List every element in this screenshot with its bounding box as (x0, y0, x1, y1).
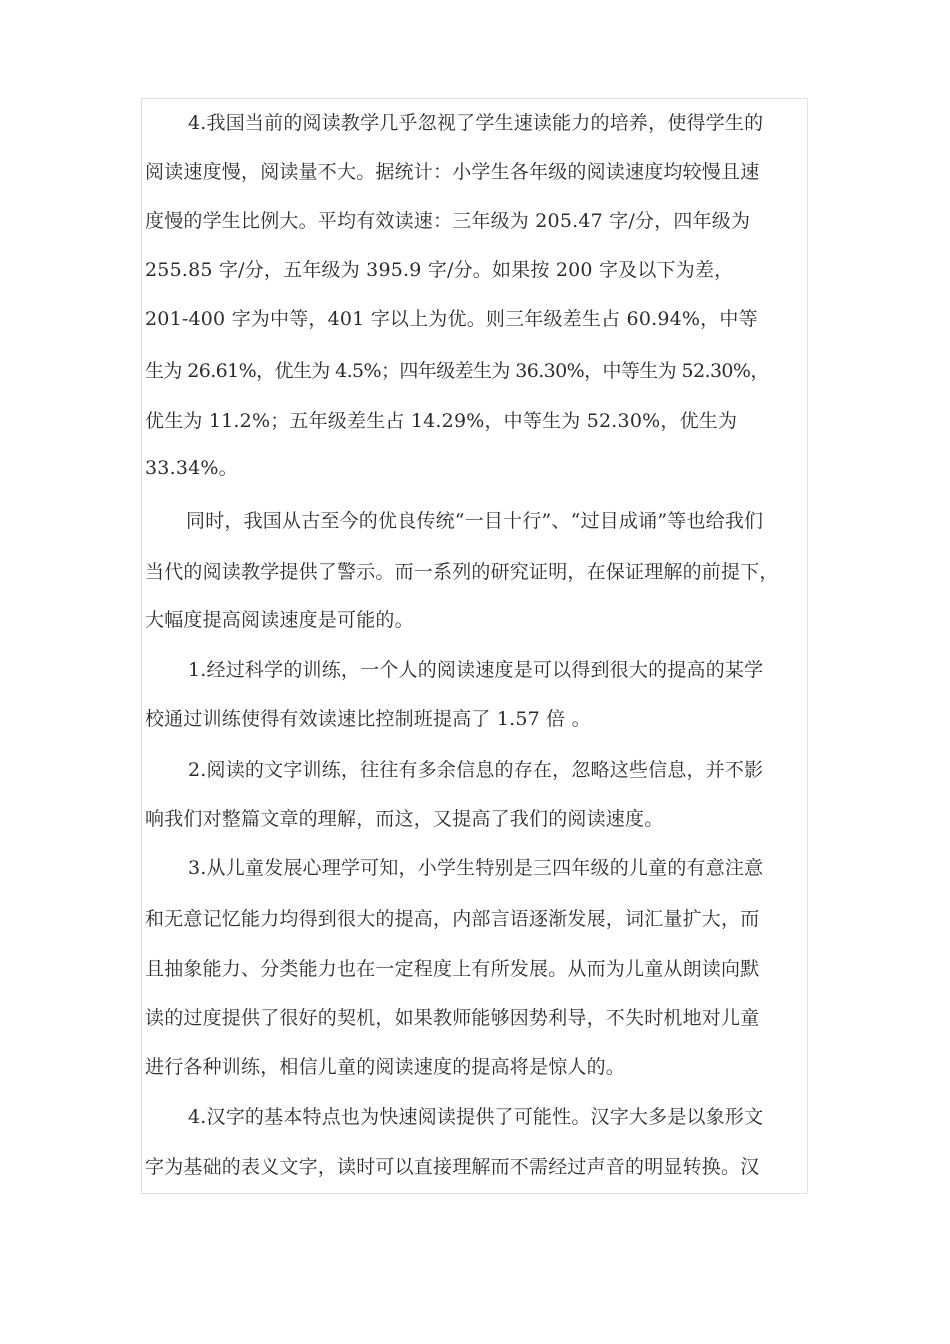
text-line: 2.阅读的文字训练，往往有多余信息的存在，忽略这些信息，并不影 (188, 759, 764, 781)
text-line: 201-400 字为中等，401 字以上为优。则三年级差生占 60.94%，中等 (145, 308, 758, 330)
text-line: 4.我国当前的阅读教学几乎忽视了学生速读能力的培养，使得学生的 (188, 112, 764, 134)
text-line: 字为基础的表义文字，读时可以直接理解而不需经过声音的明显转换。汉 (145, 1156, 760, 1178)
text-line: 生为 26.61%，优生为 4.5%；四年级差生为 36.30%，中等生为 52.30%， (145, 360, 769, 382)
text-line: 4.汉字的基本特点也为快速阅读提供了可能性。汉字大多是以象形文 (188, 1106, 764, 1128)
text-line: 大幅度提高阅读速度是可能的。 (145, 609, 414, 631)
text-line: 1.经过科学的训练，一个人的阅读速度是可以得到很大的提高的某学 (188, 659, 764, 681)
text-line: 33.34%。 (145, 457, 238, 479)
text-line: 255.85 字/分，五年级为 395.9 字/分。如果按 200 字及以下为差， (145, 259, 734, 281)
text-line: 进行各种训练，相信儿童的阅读速度的提高将是惊人的。 (145, 1056, 626, 1078)
text-line: 阅读速度慢，阅读量不大。据统计：小学生各年级的阅读速度均较慢且速 (145, 161, 760, 183)
text-line: 读的过度提供了很好的契机，如果教师能够因势利导，不失时机地对儿童 (145, 1007, 760, 1029)
text-line: 同时，我国从古至今的优良传统“一目十行”、“过目成诵”等也给我们 (186, 510, 764, 532)
text-line: 优生为 11.2%；五年级差生占 14.29%，中等生为 52.30%，优生为 (145, 410, 738, 432)
text-line: 当代的阅读教学提供了警示。而一系列的研究证明，在保证理解的前提下， (145, 561, 779, 583)
text-line: 度慢的学生比例大。平均有效读速：三年级为 205.47 字/分，四年级为 (145, 210, 751, 232)
text-line: 和无意记忆能力均得到很大的提高，内部言语逐渐发展，词汇量扩大，而 (145, 908, 760, 930)
text-line: 校通过训练使得有效读速比控制班提高了 1.57 倍 。 (145, 708, 591, 730)
text-line: 响我们对整篇文章的理解，而这，又提高了我们的阅读速度。 (145, 808, 664, 830)
text-line: 且抽象能力、分类能力也在一定程度上有所发展。从而为儿童从朗读向默 (145, 958, 760, 980)
text-line: 3.从儿童发展心理学可知，小学生特别是三四年级的儿童的有意注意 (188, 857, 764, 879)
